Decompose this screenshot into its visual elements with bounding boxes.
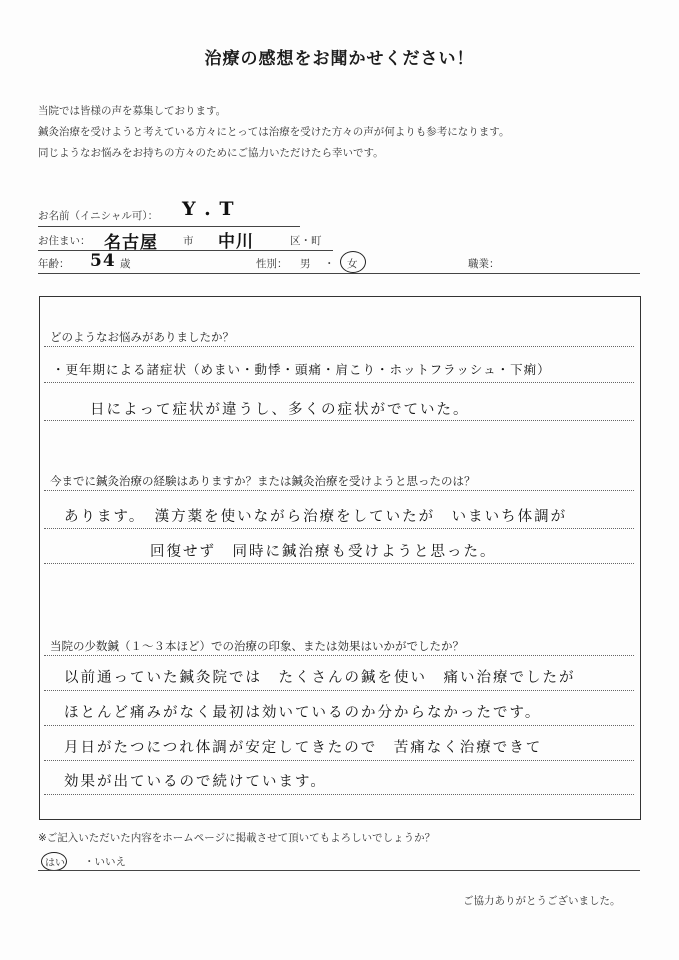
age-value: 54	[90, 251, 116, 271]
answer-3-line-3: 月日がたつにつれ体調が安定してきたので 苦痛なく治療できて	[64, 740, 543, 756]
name-underline	[38, 226, 300, 227]
answer-3-rule-4	[44, 794, 634, 795]
question-3-divider	[44, 655, 634, 656]
answer-2-line-1: あります。 漢方薬を使いながら治療をしていたが いまいち体調が	[64, 509, 568, 525]
intro-line-2: 鍼灸治療を受けようと考えている方々にとっては治療を受けた方々の声が何よりも参考になります。	[38, 126, 510, 138]
answer-3-line-2: ほとんど痛みがなく最初は効いているのか分からなかったです。	[64, 705, 542, 721]
job-label: 職業：	[468, 258, 500, 270]
gender-female: 女	[347, 258, 358, 270]
profile-underline	[38, 273, 640, 274]
consent-question: ※ご記入いただいた内容をホームページに掲載させて頂いてもよろしいでしょうか？	[38, 832, 436, 844]
age-label: 年齢：	[38, 258, 70, 270]
gender-label: 性別：	[256, 258, 288, 270]
answer-3-line-4: 効果が出ているので続けています。	[64, 774, 327, 790]
consent-no: ・いいえ	[84, 856, 126, 868]
answer-1-rule-2	[44, 420, 634, 421]
address-label: お住まい：	[38, 235, 91, 247]
answer-1-rule-1	[44, 382, 634, 383]
answer-3-line-1: 以前通っていた鍼灸院では たくさんの鍼を使い 痛い治療でしたが	[64, 670, 576, 686]
question-1-label: どのようなお悩みがありましたか？	[50, 330, 234, 344]
consent-yes: はい	[45, 858, 65, 869]
answer-3-rule-3	[44, 760, 634, 761]
age-suffix: 歳	[120, 258, 131, 270]
answer-3-rule-1	[44, 690, 634, 691]
address-underline	[38, 250, 333, 251]
ward-suffix: 区・町	[290, 235, 322, 247]
name-value: Y . T	[182, 198, 235, 220]
question-1-divider	[44, 346, 634, 347]
answer-2-line-2: 回復せず 同時に鍼治療も受けようと思った。	[150, 544, 497, 560]
ward-value: 中川	[218, 232, 254, 252]
answer-1-line-1: ・更年期による諸症状（めまい・動悸・頭痛・肩こり・ホットフラッシュ・下痢）	[52, 362, 551, 377]
answer-2-rule-2	[44, 563, 634, 564]
city-value: 名古屋	[104, 233, 158, 253]
answer-3-rule-2	[44, 725, 634, 726]
intro-line-3: 同じようなお悩みをお持ちの方々のためにご協力いただけたら幸いです。	[38, 147, 384, 159]
answer-1-line-2: 日によって症状が違うし、多くの症状がでていた。	[90, 402, 470, 418]
gender-separator: ・	[324, 258, 335, 270]
question-2-label: 今までに鍼灸治療の経験はありますか？または鍼灸治療を受けようと思ったのは？	[50, 474, 476, 488]
city-suffix: 市	[183, 235, 194, 247]
answer-2-rule-1	[44, 528, 634, 529]
page-title: 治療の感想をお聞かせください！	[204, 49, 475, 69]
question-3-label: 当院の少数鍼（１～３本ほど）での治療の印象、または効果はいかがでしたか？	[50, 639, 464, 653]
thank-you-text: ご協力ありがとうございました。	[463, 895, 621, 907]
name-label: お名前（イニシャル可）：	[38, 210, 159, 222]
consent-underline	[38, 870, 640, 871]
question-2-divider	[44, 490, 634, 491]
intro-line-1: 当院では皆様の声を募集しております。	[38, 105, 227, 117]
gender-male: 男	[300, 258, 311, 270]
